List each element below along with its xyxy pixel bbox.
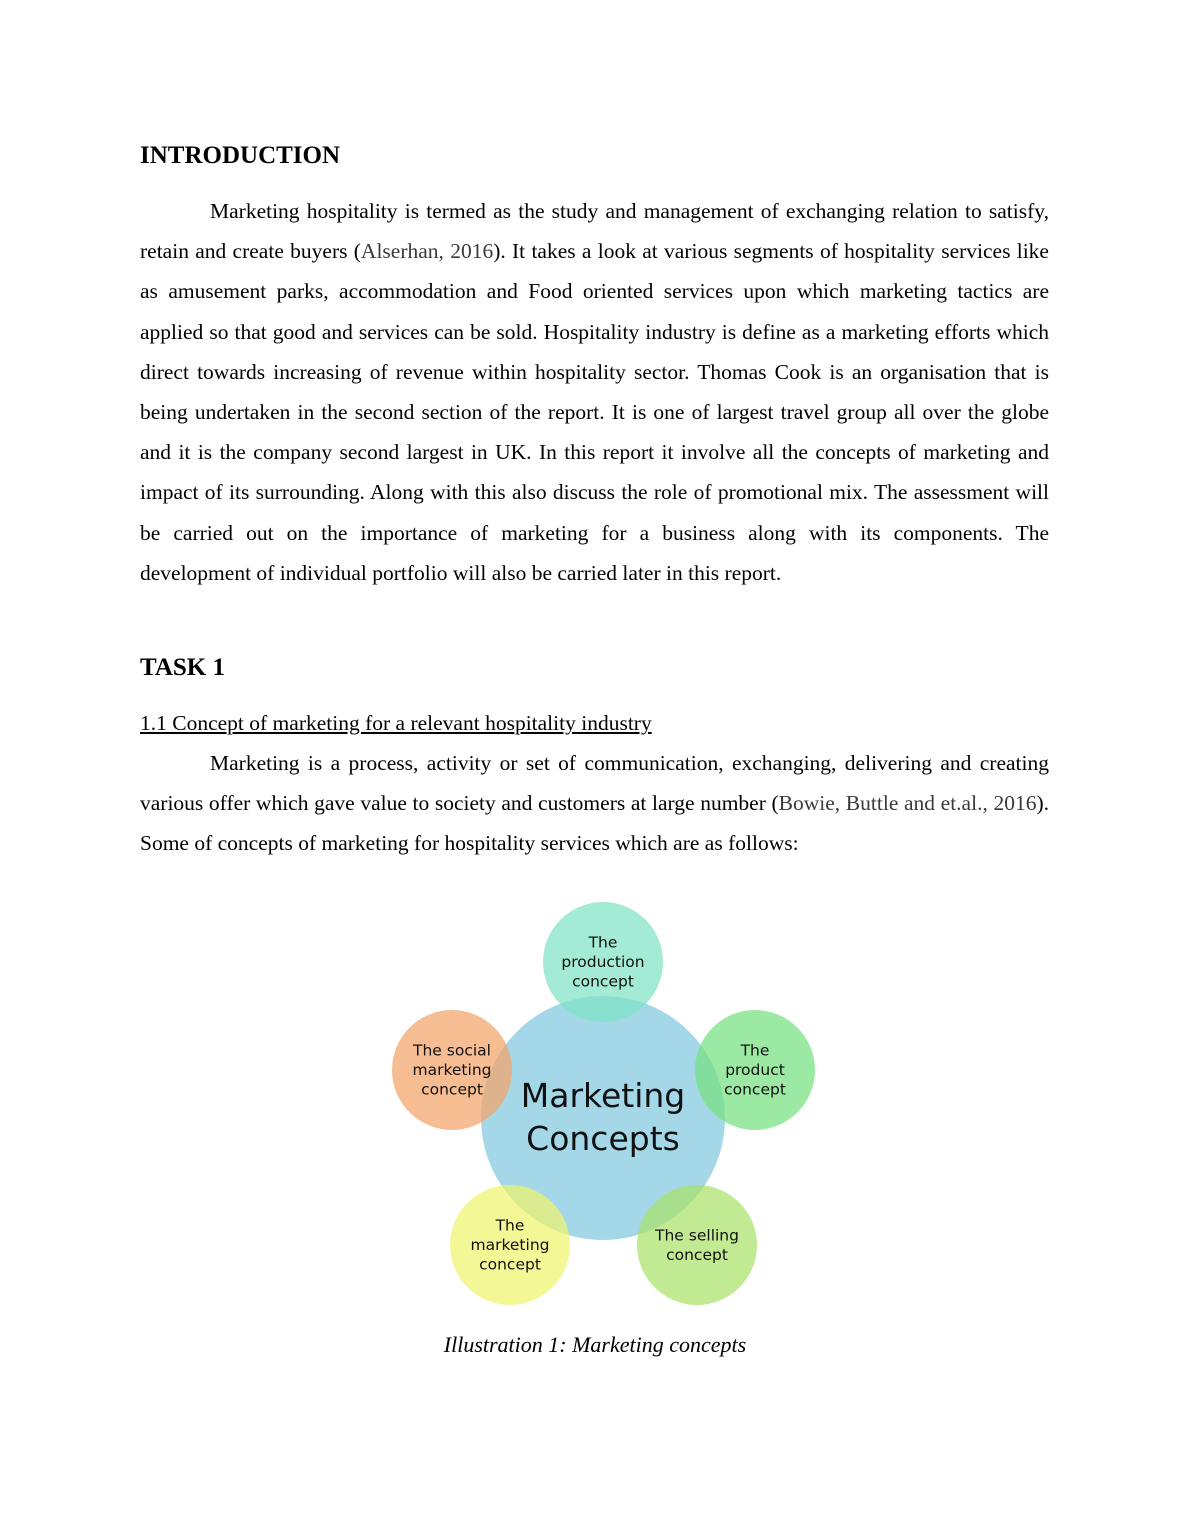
center-label-line2: Concepts bbox=[526, 1119, 680, 1158]
figure-caption: Illustration 1: Marketing concepts bbox=[443, 1332, 747, 1357]
introduction-heading: INTRODUCTION bbox=[140, 142, 341, 169]
task1-heading: TASK 1 bbox=[140, 654, 225, 681]
concept-social-label-line1: The social bbox=[413, 1041, 491, 1060]
task1-text-part2: ). Some of concepts of marketing for hospitality services which are as follows: bbox=[140, 791, 1049, 856]
section-1-1-subheading: 1.1 Concept of marketing for a relevant hospitality industry bbox=[140, 711, 652, 735]
concept-production-label-line2: production bbox=[561, 953, 645, 971]
concept-product-label-line1: The bbox=[740, 1041, 770, 1060]
concept-product-label-line2: product bbox=[725, 1061, 785, 1079]
citation-alserhan: Alserhan, 2016 bbox=[360, 239, 494, 264]
concept-social-label-line3: concept bbox=[421, 1080, 483, 1099]
concept-production-label-line3: concept bbox=[572, 972, 634, 991]
concept-selling-label-line1: The selling bbox=[655, 1226, 739, 1245]
concept-marketing-label-line2: marketing bbox=[470, 1236, 550, 1254]
marketing-concepts-diagram bbox=[390, 900, 816, 1306]
center-label-line1: Marketing bbox=[520, 1076, 686, 1115]
concept-social-label-line2: marketing bbox=[412, 1061, 492, 1079]
concept-selling-label-line2: concept bbox=[666, 1245, 728, 1264]
citation-bowie-buttle: Bowie, Buttle and et.al., 2016 bbox=[778, 791, 1037, 816]
introduction-text-part2: ). It takes a look at various segments of hospitality services like as amusement parks, accommodation and Food oriented services upon which marketing tactics are applied so that good and services can be sold. Hospitality industry is define as a marketing efforts which direct towards increasing of revenue within hospitality sector. Thomas Cook is an organisation that is being undertaken in the second section of the report. It is one of largest travel group all over the globe and it is the company second largest in UK. In this report it involve all the concepts of marketing and impact of its surrounding. Along with this also discuss the role of promotional mix. The assessment will be carried out on the importance of marketing for a business along with its components. The development of individual portfolio will also be carried later in this report. bbox=[140, 239, 1049, 585]
introduction-text-part1: Marketing hospitality is termed as the study and management of exchanging relation to satisfy, retain and create buyers ( bbox=[140, 199, 1049, 264]
introduction-paragraph bbox=[140, 191, 1049, 593]
task1-text-part1: Marketing is a process, activity or set of communication, exchanging, delivering and creating various offer which gave value to society and customers at large number ( bbox=[140, 751, 1049, 816]
concept-marketing-label-line1: The bbox=[495, 1216, 525, 1235]
concept-product-label-line3: concept bbox=[724, 1080, 786, 1099]
concept-production-label-line1: The bbox=[588, 933, 618, 952]
concept-marketing-label-line3: concept bbox=[479, 1255, 541, 1274]
task1-paragraph bbox=[140, 743, 1049, 864]
